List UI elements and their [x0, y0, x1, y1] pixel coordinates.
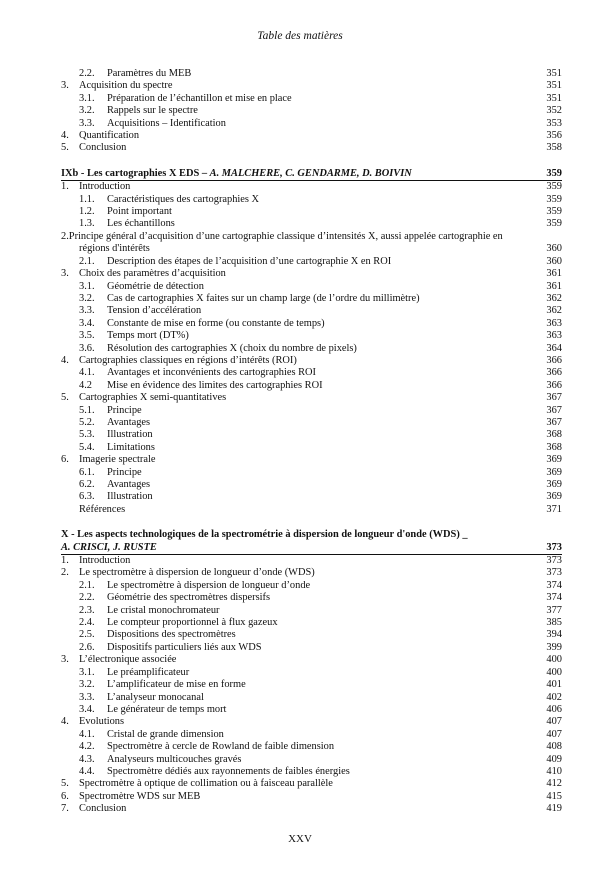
- page-ref: 373: [546, 555, 562, 567]
- entry-title: L’amplificateur de mise en forme: [107, 679, 246, 691]
- page-ref: 367: [546, 392, 562, 404]
- entry-title: Limitations: [107, 441, 155, 453]
- toc-entry: [61, 454, 562, 466]
- entry-title: Introduction: [79, 181, 131, 193]
- entry-title: Analyseurs multicouches gravés: [107, 753, 242, 765]
- page-ref: 407: [546, 728, 562, 740]
- running-header: Table des matières: [257, 30, 343, 42]
- toc-entry: [61, 318, 562, 330]
- entry-title: Choix des paramètres d’acquisition: [79, 268, 226, 280]
- page-ref: 369: [546, 491, 562, 503]
- entry-number: 2.: [61, 567, 69, 579]
- toc-entry: [61, 417, 562, 429]
- entry-title: Références: [79, 503, 126, 515]
- entry-number: 3.6.: [79, 342, 95, 354]
- entry-number: 3.4.: [79, 317, 95, 329]
- chapter-heading: [61, 529, 562, 555]
- page-ref: 400: [546, 654, 562, 666]
- page-ref: 374: [546, 579, 562, 591]
- toc-entry: [61, 642, 562, 654]
- toc-entry: [61, 281, 562, 293]
- entry-number: 4.2: [79, 379, 92, 391]
- page-ref: 351: [546, 92, 562, 104]
- entry-number: 5.: [61, 392, 69, 404]
- entry-number: 2.: [61, 230, 69, 242]
- toc-entry: [61, 580, 562, 592]
- page-ref: 362: [546, 305, 562, 317]
- toc-entry: [61, 567, 562, 579]
- entry-text-block: [61, 231, 522, 256]
- entry-title: Acquisition du spectre: [79, 80, 173, 92]
- toc-entry: [61, 617, 562, 629]
- entry-number: 1.3.: [79, 218, 95, 230]
- toc-entry: [61, 367, 562, 379]
- page-ref: 374: [546, 592, 562, 604]
- toc-entry: [61, 479, 562, 491]
- entry-number: 7.: [61, 803, 69, 815]
- entry-number: 3.2.: [79, 679, 95, 691]
- entry-number: 4.: [61, 130, 69, 142]
- entry-title: Le spectromètre à dispersion de longueur d’onde: [107, 579, 311, 591]
- entry-number: 6.3.: [79, 491, 95, 503]
- page-ref: 409: [546, 753, 562, 765]
- page-ref: 419: [546, 803, 562, 815]
- chapter-authors: A. MALCHERE, C. GENDARME, D. BOIVIN: [209, 167, 412, 179]
- page-ref: 351: [546, 68, 562, 79]
- page-ref: 360: [546, 243, 562, 255]
- entry-number: 2.3.: [79, 604, 95, 616]
- entry-number: 3.4.: [79, 703, 95, 715]
- entry-title: Préparation de l’échantillon et mise en place: [107, 92, 292, 104]
- entry-title: Conclusion: [79, 142, 127, 154]
- entry-number: 4.3.: [79, 753, 95, 765]
- entry-number: 4.1.: [79, 728, 95, 740]
- page-ref: 369: [546, 466, 562, 478]
- page-ref: 366: [546, 367, 562, 379]
- entry-number: 5.1.: [79, 404, 95, 416]
- page-ref: 407: [546, 716, 562, 728]
- page-ref: 366: [546, 379, 562, 391]
- toc-entry: [61, 181, 562, 193]
- entry-title: Imagerie spectrale: [79, 454, 156, 466]
- chapter-title: IXb - Les cartographies X EDS –: [61, 167, 210, 179]
- toc-entry: [61, 504, 562, 516]
- toc-entry: [61, 803, 562, 815]
- page-ref: 352: [546, 105, 562, 117]
- entry-title: Illustration: [107, 491, 153, 503]
- section-gap: [61, 155, 562, 168]
- entry-number: 3.2.: [79, 105, 95, 117]
- entry-title: Illustration: [107, 429, 153, 441]
- entry-number: 4.2.: [79, 741, 95, 753]
- toc-entry: [61, 293, 562, 305]
- entry-number: 3.5.: [79, 330, 95, 342]
- entry-number: 5.2.: [79, 416, 95, 428]
- entry-title: Constante de mise en forme (ou constante de temps): [107, 317, 325, 329]
- entry-title: Le préamplificateur: [107, 666, 190, 678]
- page-ref: 363: [546, 330, 562, 342]
- toc-entry: [61, 392, 562, 404]
- toc-entry: [61, 555, 562, 567]
- page-ref: 358: [546, 142, 562, 154]
- entry-number: 3.3.: [79, 305, 95, 317]
- page-ref: 360: [546, 255, 562, 267]
- toc-entry: [61, 93, 562, 105]
- entry-title: Cartographies X semi-quantitatives: [79, 392, 227, 404]
- toc-entry: [61, 355, 562, 367]
- entry-title: Géométrie de détection: [107, 280, 204, 292]
- entry-number: 3.1.: [79, 666, 95, 678]
- page-ref: 359: [546, 218, 562, 230]
- toc-entry: [61, 791, 562, 803]
- page-ref: 361: [546, 268, 562, 280]
- page-ref: 369: [546, 479, 562, 490]
- page-ref: 366: [546, 354, 562, 366]
- entry-title: Description des étapes de l’acquisition d’une cartographie X en ROI: [107, 255, 392, 267]
- page-ref: 377: [546, 604, 562, 616]
- page-ref: 359: [546, 167, 562, 179]
- toc-entry: [61, 442, 562, 454]
- entry-title: Le spectromètre à dispersion de longueur d’onde (WDS): [79, 567, 315, 579]
- entry-number: 5.3.: [79, 429, 95, 441]
- entry-title: Acquisitions – Identification: [107, 117, 226, 129]
- page-ref: 373: [546, 567, 562, 579]
- chapter-authors-line: [61, 542, 562, 555]
- entry-title: Paramètres du MEB: [107, 68, 192, 79]
- page-ref: 408: [546, 741, 562, 753]
- entry-title: Le générateur de temps mort: [107, 703, 227, 715]
- entry-title: Mise en évidence des limites des cartographies ROI: [107, 379, 323, 391]
- chapter-authors: A. CRISCI, J. RUSTE: [61, 541, 157, 553]
- entry-title: Géométrie des spectromètres dispersifs: [107, 592, 271, 604]
- entry-number: 4.1.: [79, 367, 95, 379]
- entry-title: Principe: [107, 466, 142, 478]
- page-ref: 359: [546, 181, 562, 193]
- page-ref: 415: [546, 790, 562, 802]
- toc-entry: [61, 716, 562, 728]
- toc-entry: [61, 729, 562, 741]
- toc-entry: [61, 194, 562, 206]
- entry-title: Introduction: [79, 555, 131, 567]
- toc-entry: [61, 654, 562, 666]
- toc-entry: [61, 256, 562, 268]
- page-ref: 402: [546, 691, 562, 703]
- toc-entry: [61, 380, 562, 392]
- table-of-contents: [61, 68, 562, 816]
- section-gap: [61, 516, 562, 529]
- entry-number: 2.1.: [79, 579, 95, 591]
- entry-number: 3.: [61, 80, 69, 92]
- page-ref: 400: [546, 666, 562, 678]
- page-ref: 363: [546, 317, 562, 329]
- toc-entry: [61, 405, 562, 417]
- entry-title: Spectromètre à cercle de Rowland de faible dimension: [107, 741, 335, 753]
- toc-entry: [61, 754, 562, 766]
- toc-entry: [61, 231, 562, 256]
- entry-number: 1.1.: [79, 193, 95, 205]
- entry-title: Résolution des cartographies X (choix du nombre de pixels): [107, 342, 357, 354]
- toc-entry: [61, 592, 562, 604]
- page-ref: 412: [546, 778, 562, 790]
- entry-title: Principe: [107, 404, 142, 416]
- page-ref: 361: [546, 280, 562, 292]
- toc-entry: [61, 118, 562, 130]
- entry-number: 2.5.: [79, 629, 95, 641]
- entry-title: Cristal de grande dimension: [107, 728, 224, 740]
- page-ref: 367: [546, 416, 562, 428]
- toc-entry: [61, 741, 562, 753]
- entry-title: Caractéristiques des cartographies X: [107, 193, 260, 205]
- toc-entry: [61, 778, 562, 790]
- toc-entry: [61, 766, 562, 778]
- entry-number: 3.1.: [79, 280, 95, 292]
- page-ref: 359: [546, 193, 562, 205]
- toc-entry: [61, 68, 562, 80]
- entry-number: 3.3.: [79, 691, 95, 703]
- page-ref: 385: [546, 617, 562, 629]
- entry-number: 1.: [61, 555, 69, 567]
- entry-number: 6.: [61, 790, 69, 802]
- chapter-title: X - Les aspects technologiques de la spectrométrie à dispersion de longueur d'onde (WDS) _: [61, 529, 468, 541]
- toc-entry: [61, 130, 562, 142]
- toc-entry: [61, 429, 562, 441]
- entry-title: Cas de cartographies X faites sur un champ large (de l’ordre du millimètre): [107, 292, 420, 304]
- entry-title: Dispositions des spectromètres: [107, 629, 236, 641]
- entry-title: L’électronique associée: [79, 654, 177, 666]
- page-ref: 367: [546, 404, 562, 416]
- page-ref: 368: [546, 441, 562, 453]
- entry-number: 3.: [61, 268, 69, 280]
- toc-entry: [61, 704, 562, 716]
- page-ref: 399: [546, 641, 562, 653]
- entry-number: 6.1.: [79, 466, 95, 478]
- entry-title: Point important: [107, 206, 172, 218]
- chapter-heading: [61, 168, 562, 181]
- page-ref: 401: [546, 679, 562, 691]
- entry-number: 2.2.: [79, 592, 95, 604]
- entry-title: Cartographies classiques en régions d’intérêts (ROI): [79, 354, 297, 366]
- toc-entry: [61, 330, 562, 342]
- entry-title: Spectromètre à optique de collimation ou à faisceau parallèle: [79, 778, 333, 790]
- entry-number: 5.: [61, 778, 69, 790]
- entry-number: 2.1.: [79, 255, 95, 267]
- entry-title: Avantages et inconvénients des cartographies ROI: [107, 367, 316, 379]
- entry-title: Principe général d’acquisition d’une cartographie classique d’intensités X, aussi appelée cartographie en régions d'intérêts: [68, 230, 503, 255]
- entry-title: Les échantillons: [107, 218, 175, 230]
- toc-entry: [61, 218, 562, 230]
- toc-entry: [61, 105, 562, 117]
- entry-number: 5.4.: [79, 441, 95, 453]
- page-ref: 410: [546, 765, 562, 777]
- page-ref: 362: [546, 292, 562, 304]
- entry-title: L’analyseur monocanal: [107, 691, 204, 703]
- entry-number: 4.: [61, 354, 69, 366]
- entry-number: 5.: [61, 142, 69, 154]
- page-ref: 394: [546, 629, 562, 641]
- toc-entry: [61, 305, 562, 317]
- toc-entry: [61, 343, 562, 355]
- page-number: XXV: [288, 833, 312, 845]
- page-ref: 368: [546, 429, 562, 441]
- page-ref: 359: [546, 206, 562, 218]
- entry-title: Tension d’accélération: [107, 305, 202, 317]
- toc-entry: [61, 692, 562, 704]
- page-ref: 369: [546, 454, 562, 466]
- page-ref: 373: [546, 541, 562, 553]
- toc-entry: [61, 206, 562, 218]
- entry-title: Spectromètre WDS sur MEB: [79, 790, 201, 802]
- entry-title: Rappels sur le spectre: [107, 105, 198, 117]
- page-ref: 351: [546, 80, 562, 92]
- toc-entry: [61, 667, 562, 679]
- toc-entry: [61, 80, 562, 92]
- entry-title: Le compteur proportionnel à flux gazeux: [107, 617, 278, 629]
- toc-entry: [61, 605, 562, 617]
- entry-title: Le cristal monochromateur: [107, 604, 220, 616]
- entry-title: Spectromètre dédiés aux rayonnements de faibles énergies: [107, 765, 350, 777]
- entry-title: Dispositifs particuliers liés aux WDS: [107, 641, 262, 653]
- entry-title: Temps mort (DT%): [107, 330, 189, 342]
- entry-number: 1.2.: [79, 206, 95, 218]
- page-ref: 356: [546, 130, 562, 142]
- page-ref: 364: [546, 342, 562, 354]
- entry-number: 2.2.: [79, 68, 95, 79]
- toc-entry: [61, 142, 562, 154]
- page-ref: 353: [546, 117, 562, 129]
- entry-number: 2.4.: [79, 617, 95, 629]
- toc-entry: [61, 268, 562, 280]
- entry-title: Evolutions: [79, 716, 125, 728]
- entry-number: 4.: [61, 716, 69, 728]
- entry-number: 3.2.: [79, 292, 95, 304]
- toc-entry: [61, 491, 562, 503]
- entry-title: Avantages: [107, 416, 151, 428]
- entry-title: Avantages: [107, 479, 151, 490]
- page-ref: 406: [546, 703, 562, 715]
- entry-number: 3.1.: [79, 92, 95, 104]
- entry-number: 4.4.: [79, 765, 95, 777]
- entry-number: 6.: [61, 454, 69, 466]
- toc-entry: [61, 467, 562, 479]
- entry-title: Conclusion: [79, 803, 127, 815]
- entry-number: 3.3.: [79, 117, 95, 129]
- toc-entry: [61, 629, 562, 641]
- entry-number: 2.6.: [79, 641, 95, 653]
- entry-title: Quantification: [79, 130, 140, 142]
- entry-number: 3.: [61, 654, 69, 666]
- page-ref: 371: [546, 503, 562, 515]
- toc-entry: [61, 679, 562, 691]
- entry-number: 1.: [61, 181, 69, 193]
- entry-number: 6.2.: [79, 479, 95, 490]
